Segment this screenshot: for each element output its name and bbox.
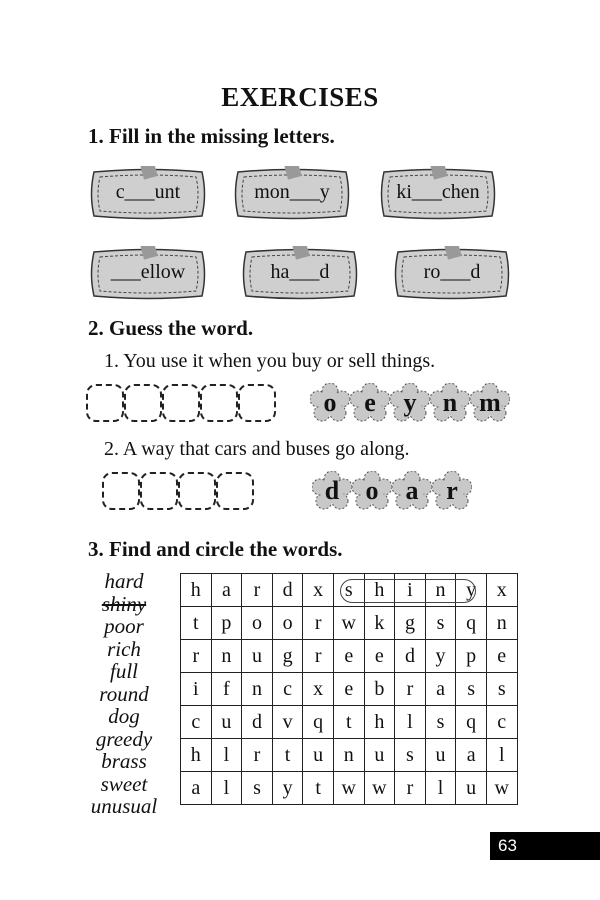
grid-cell[interactable]: b bbox=[364, 673, 395, 706]
grid-cell[interactable]: c bbox=[486, 706, 517, 739]
answer-box bbox=[216, 472, 254, 510]
grid-cell[interactable]: o bbox=[242, 607, 273, 640]
flower-letter-tile bbox=[430, 383, 470, 423]
found-word-circle bbox=[340, 579, 476, 603]
grid-cell[interactable]: p bbox=[456, 640, 487, 673]
grid-cell[interactable]: c bbox=[272, 673, 303, 706]
flower-letter-tile bbox=[470, 383, 510, 423]
grid-cell[interactable]: s bbox=[425, 706, 456, 739]
grid-cell[interactable]: y bbox=[272, 772, 303, 805]
grid-cell[interactable]: t bbox=[303, 772, 334, 805]
grid-cell[interactable]: r bbox=[242, 574, 273, 607]
grid-cell[interactable]: g bbox=[272, 640, 303, 673]
grid-cell[interactable]: s bbox=[456, 673, 487, 706]
flower-letter-tile bbox=[352, 471, 392, 511]
answer-box bbox=[86, 384, 124, 422]
grid-cell[interactable]: d bbox=[242, 706, 273, 739]
grid-cell[interactable]: t bbox=[333, 706, 364, 739]
page-number: 63 bbox=[490, 832, 600, 860]
flower-letter-tile bbox=[350, 383, 390, 423]
letter: e bbox=[364, 388, 376, 417]
grid-cell[interactable]: n bbox=[486, 607, 517, 640]
letter: y bbox=[403, 388, 417, 417]
letter: a bbox=[405, 476, 419, 505]
flower-letter-tile bbox=[310, 383, 350, 423]
grid-cell[interactable]: v bbox=[272, 706, 303, 739]
grid-cell[interactable]: n bbox=[333, 739, 364, 772]
flower-letter-tile bbox=[432, 471, 472, 511]
grid-cell[interactable]: a bbox=[425, 673, 456, 706]
grid-cell[interactable]: u bbox=[364, 739, 395, 772]
word-list-item: greedy bbox=[95, 726, 153, 751]
word-list-item: sweet bbox=[100, 771, 148, 796]
grid-cell[interactable]: y bbox=[425, 640, 456, 673]
grid-cell[interactable]: w bbox=[486, 772, 517, 805]
missing-letters-tag bbox=[88, 246, 208, 298]
missing-letters-tag bbox=[240, 246, 360, 298]
grid-cell[interactable]: l bbox=[486, 739, 517, 772]
answer-box bbox=[178, 472, 216, 510]
grid-cell[interactable]: p bbox=[211, 607, 242, 640]
grid-cell[interactable]: i bbox=[395, 574, 426, 607]
grid-cell[interactable]: h bbox=[181, 739, 212, 772]
grid-cell[interactable]: d bbox=[395, 640, 426, 673]
missing-letters-word: ___ellow bbox=[110, 261, 186, 283]
page-title: EXERCISES bbox=[221, 82, 379, 112]
letter: o bbox=[365, 476, 379, 505]
grid-cell[interactable]: e bbox=[486, 640, 517, 673]
flower-letter-tile bbox=[390, 383, 430, 423]
grid-row bbox=[181, 607, 518, 640]
word-list-item-crossed: shiny bbox=[101, 591, 147, 616]
grid-cell[interactable]: h bbox=[364, 574, 395, 607]
grid-cell[interactable]: w bbox=[333, 772, 364, 805]
grid-cell[interactable]: s bbox=[395, 739, 426, 772]
grid-cell[interactable]: r bbox=[242, 739, 273, 772]
missing-letters-word: ki___chen bbox=[396, 181, 480, 203]
word-list-item: unusual bbox=[90, 794, 158, 818]
word-list-item: poor bbox=[104, 614, 144, 638]
grid-cell[interactable]: a bbox=[211, 574, 242, 607]
grid-cell[interactable]: u bbox=[425, 739, 456, 772]
grid-cell[interactable]: h bbox=[181, 574, 212, 607]
grid-cell[interactable]: q bbox=[456, 607, 487, 640]
grid-cell[interactable]: c bbox=[181, 706, 212, 739]
grid-row bbox=[181, 706, 518, 739]
missing-letters-tag bbox=[88, 166, 208, 218]
grid-cell[interactable]: r bbox=[395, 772, 426, 805]
flower-letter-tile bbox=[392, 471, 432, 511]
grid-cell[interactable]: t bbox=[181, 607, 212, 640]
grid-cell[interactable]: w bbox=[333, 607, 364, 640]
answer-box bbox=[162, 384, 200, 422]
grid-cell[interactable]: f bbox=[211, 673, 242, 706]
missing-letters-tag bbox=[392, 246, 512, 298]
clue-2: 2. A way that cars and buses go along. bbox=[104, 438, 410, 460]
word-list-item: rich bbox=[107, 636, 141, 661]
section2-heading: 2. Guess the word. bbox=[88, 316, 254, 340]
answer-box bbox=[140, 472, 178, 510]
letter: m bbox=[479, 388, 501, 417]
grid-cell[interactable]: i bbox=[181, 673, 212, 706]
grid-cell[interactable]: l bbox=[425, 772, 456, 805]
grid-cell[interactable]: n bbox=[242, 673, 273, 706]
grid-cell[interactable]: q bbox=[456, 706, 487, 739]
missing-letters-tag bbox=[232, 166, 352, 218]
grid-row bbox=[181, 739, 518, 772]
grid-cell[interactable]: a bbox=[181, 772, 212, 805]
missing-letters-word: mon___y bbox=[254, 181, 330, 203]
word-list-item: dog bbox=[108, 704, 140, 728]
grid-cell[interactable]: l bbox=[395, 706, 426, 739]
missing-letters-tag bbox=[378, 166, 498, 218]
word-list-item: full bbox=[109, 659, 138, 683]
answer-box bbox=[238, 384, 276, 422]
grid-cell[interactable]: s bbox=[486, 673, 517, 706]
missing-letters-word: ro___d bbox=[423, 261, 481, 283]
answer-box bbox=[200, 384, 238, 422]
letter: o bbox=[323, 388, 337, 417]
grid-cell[interactable]: x bbox=[303, 574, 334, 607]
missing-letters-word: c___unt bbox=[115, 181, 181, 203]
section1-heading: 1. Fill in the missing letters. bbox=[88, 124, 335, 148]
word-list bbox=[84, 570, 164, 818]
grid-cell[interactable]: e bbox=[364, 640, 395, 673]
grid-cell[interactable]: o bbox=[272, 607, 303, 640]
grid-cell[interactable]: u bbox=[456, 772, 487, 805]
missing-letters-word: ha___d bbox=[270, 261, 330, 283]
grid-cell[interactable]: u bbox=[303, 739, 334, 772]
flower-letter-tile bbox=[312, 471, 352, 511]
letter: d bbox=[324, 476, 340, 505]
answer-boxes-2 bbox=[102, 472, 254, 510]
word-search-grid bbox=[180, 573, 518, 805]
grid-cell[interactable]: r bbox=[303, 607, 334, 640]
grid-cell[interactable]: d bbox=[272, 574, 303, 607]
grid-cell[interactable]: e bbox=[333, 673, 364, 706]
grid-cell[interactable]: u bbox=[242, 640, 273, 673]
grid-row bbox=[181, 673, 518, 706]
grid-cell[interactable]: r bbox=[395, 673, 426, 706]
grid-cell[interactable]: y bbox=[456, 574, 487, 607]
grid-row bbox=[181, 640, 518, 673]
grid-row bbox=[181, 772, 518, 805]
grid-cell[interactable]: g bbox=[395, 607, 426, 640]
grid-cell[interactable]: k bbox=[364, 607, 395, 640]
section3-heading: 3. Find and circle the words. bbox=[88, 537, 343, 561]
answer-box bbox=[102, 472, 140, 510]
grid-cell[interactable]: r bbox=[181, 640, 212, 673]
letter: n bbox=[442, 388, 458, 417]
grid-cell[interactable]: n bbox=[425, 574, 456, 607]
grid-cell[interactable]: w bbox=[364, 772, 395, 805]
letter-tiles-2 bbox=[312, 471, 472, 511]
word-list-item: brass bbox=[101, 749, 147, 773]
grid-cell[interactable]: u bbox=[211, 706, 242, 739]
grid-cell[interactable]: e bbox=[333, 640, 364, 673]
clue-1: 1. You use it when you buy or sell things. bbox=[104, 350, 436, 372]
grid-cell[interactable]: x bbox=[486, 574, 517, 607]
grid-cell[interactable]: s bbox=[242, 772, 273, 805]
grid-cell[interactable]: a bbox=[456, 739, 487, 772]
grid-cell[interactable]: h bbox=[364, 706, 395, 739]
grid-cell[interactable]: l bbox=[211, 739, 242, 772]
word-list-item: hard bbox=[104, 569, 144, 593]
grid-cell[interactable]: s bbox=[333, 574, 364, 607]
letter: r bbox=[446, 476, 458, 505]
grid-cell[interactable]: r bbox=[303, 640, 334, 673]
letter-tiles-1 bbox=[310, 383, 510, 423]
grid-cell[interactable]: n bbox=[211, 640, 242, 673]
grid-cell[interactable]: l bbox=[211, 772, 242, 805]
word-list-item: round bbox=[99, 681, 149, 706]
grid-cell[interactable]: q bbox=[303, 706, 334, 739]
grid-cell[interactable]: x bbox=[303, 673, 334, 706]
answer-boxes-1 bbox=[86, 384, 276, 422]
grid-cell[interactable]: t bbox=[272, 739, 303, 772]
grid-cell[interactable]: s bbox=[425, 607, 456, 640]
answer-box bbox=[124, 384, 162, 422]
